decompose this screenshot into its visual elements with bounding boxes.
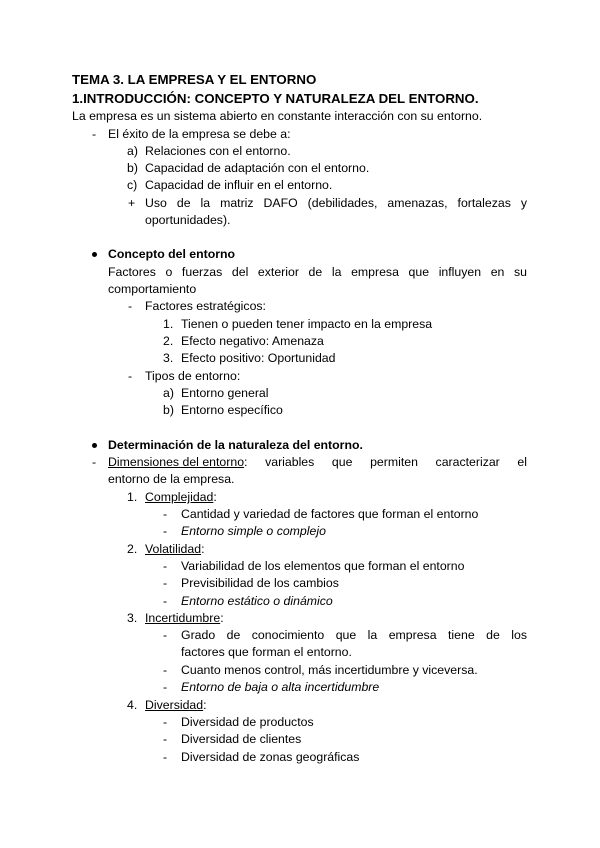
- list-item: Capacidad de adaptación con el entorno.: [145, 161, 370, 175]
- list-marker: -: [163, 594, 168, 608]
- dimension-name: Volatilidad: [145, 542, 202, 556]
- list-item: Capacidad de influir en el entorno.: [145, 178, 333, 192]
- list-item: Entorno específico: [181, 403, 283, 417]
- section-heading: 1.INTRODUCCIÓN: CONCEPTO Y NATURALEZA DEL ENTORNO.: [72, 91, 479, 106]
- dimension-complejidad: [145, 490, 217, 505]
- intro-paragraph: La empresa es un sistema abierto en constante interacción con su entorno.: [72, 109, 483, 123]
- exito-text: El éxito de la empresa se debe a:: [108, 127, 291, 141]
- list-item: Grado de conocimiento que la empresa tiene de los: [181, 628, 527, 642]
- dimension-colon: :: [203, 698, 207, 712]
- list-marker: -: [163, 628, 168, 642]
- bullet-icon: [92, 252, 97, 257]
- dimension-diversidad: [145, 698, 207, 713]
- list-marker: -: [163, 732, 168, 746]
- list-marker: -: [163, 750, 168, 764]
- list-item-continuation: oportunidades).: [145, 213, 231, 227]
- list-item: Diversidad de zonas geográficas: [181, 750, 360, 764]
- dimension-incertidumbre: [145, 611, 224, 626]
- list-marker: 4.: [127, 698, 138, 712]
- list-item: Variabilidad de los elementos que forman el entorno: [181, 559, 465, 573]
- dimensiones-line: [108, 455, 527, 470]
- list-item: Uso de la matriz DAFO (debilidades, amenazas, fortalezas y: [145, 196, 527, 210]
- list-marker: -: [163, 680, 168, 694]
- list-marker: -: [128, 299, 133, 313]
- list-item: Cuanto menos control, más incertidumbre y viceversa.: [181, 663, 478, 677]
- list-item: Cantidad y variedad de factores que forman el entorno: [181, 507, 479, 521]
- dimension-name: Diversidad: [145, 698, 204, 712]
- dimension-colon: :: [220, 611, 224, 625]
- list-item: Entorno simple o complejo: [181, 524, 326, 538]
- dimension-name: Complejidad: [145, 490, 214, 504]
- document-title: TEMA 3. LA EMPRESA Y EL ENTORNO: [72, 72, 317, 87]
- concepto-heading: Concepto del entorno: [108, 247, 236, 261]
- dimension-colon: :: [201, 542, 205, 556]
- list-item: Diversidad de productos: [181, 715, 314, 729]
- list-marker: c): [127, 178, 138, 192]
- list-marker: -: [163, 559, 168, 573]
- list-marker: b): [127, 161, 138, 175]
- list-item: Efecto negativo: Amenaza: [181, 334, 324, 348]
- list-marker: b): [163, 403, 174, 417]
- list-item: Relaciones con el entorno.: [145, 144, 291, 158]
- determinacion-heading: Determinación de la naturaleza del entorno.: [108, 438, 363, 452]
- list-marker: -: [163, 715, 168, 729]
- list-marker: 1.: [163, 317, 174, 331]
- list-marker: -: [92, 127, 97, 141]
- list-item: Previsibilidad de los cambios: [181, 576, 339, 590]
- list-marker: -: [163, 507, 168, 521]
- dimension-name: Incertidumbre: [145, 611, 221, 625]
- list-item: Entorno general: [181, 386, 269, 400]
- list-item: Diversidad de clientes: [181, 732, 302, 746]
- list-item: Entorno de baja o alta incertidumbre: [181, 680, 380, 694]
- list-item: Efecto positivo: Oportunidad: [181, 351, 336, 365]
- dimension-volatilidad: [145, 542, 204, 557]
- list-marker: 3.: [163, 351, 174, 365]
- dimension-colon: :: [213, 490, 217, 504]
- list-marker: 2.: [127, 542, 138, 556]
- dimensiones-definition: : variables que permiten caracterizar el: [244, 455, 527, 469]
- dimensiones-term: Dimensiones del entorno: [108, 455, 245, 469]
- list-marker: +: [128, 196, 136, 210]
- list-item: Entorno estático o dinámico: [181, 594, 333, 608]
- list-marker: -: [163, 524, 168, 538]
- list-marker: 1.: [127, 490, 138, 504]
- bullet-icon: [92, 443, 97, 448]
- list-item-continuation: factores que forman el entorno.: [181, 645, 352, 659]
- list-marker: a): [127, 144, 138, 158]
- list-marker: 2.: [163, 334, 174, 348]
- list-marker: -: [128, 369, 133, 383]
- list-marker: 3.: [127, 611, 138, 625]
- factores-estrategicos-label: Factores estratégicos:: [145, 299, 266, 313]
- dimensiones-continuation: entorno de la empresa.: [108, 472, 235, 486]
- list-marker: a): [163, 386, 174, 400]
- list-marker: -: [163, 576, 168, 590]
- list-item: Tienen o pueden tener impacto en la empresa: [181, 317, 433, 331]
- list-marker: -: [92, 455, 97, 469]
- concepto-description-continuation: comportamiento: [108, 282, 197, 296]
- list-marker: -: [163, 663, 168, 677]
- concepto-description: Factores o fuerzas del exterior de la empresa que influyen en su: [108, 265, 527, 279]
- tipos-entorno-label: Tipos de entorno:: [145, 369, 241, 383]
